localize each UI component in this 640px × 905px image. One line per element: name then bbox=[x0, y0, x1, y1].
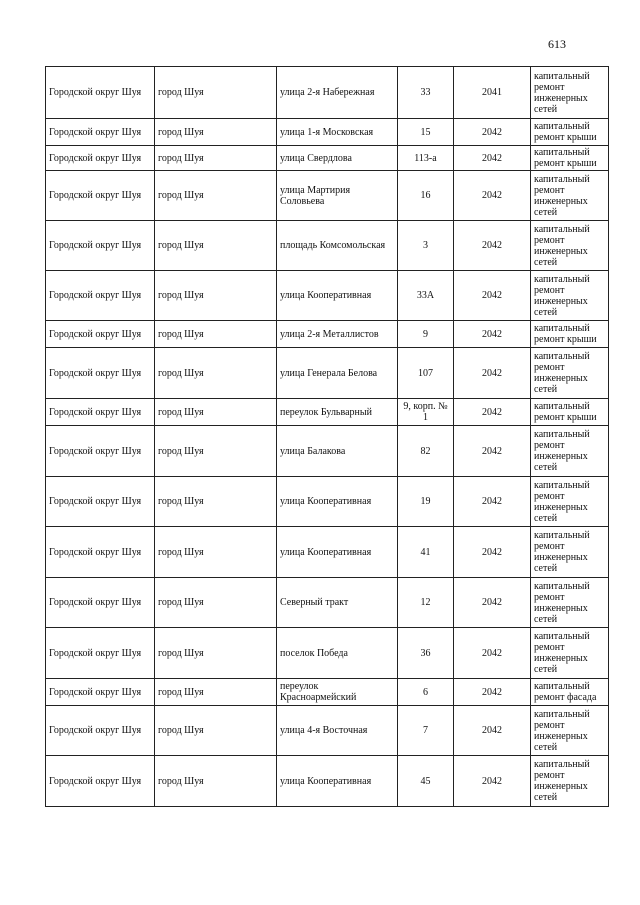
work-type-cell: капитальный ремонт инженерных сетей bbox=[531, 706, 609, 756]
year-cell: 2042 bbox=[454, 119, 531, 146]
year-cell: 2042 bbox=[454, 271, 531, 321]
year-cell: 2042 bbox=[454, 146, 531, 171]
table-row bbox=[46, 321, 609, 348]
municipality-cell: Городской округ Шуя bbox=[46, 119, 155, 146]
street-cell: улица Генерала Белова bbox=[277, 348, 398, 399]
street-cell: переулок Красноармейский bbox=[277, 679, 398, 706]
settlement-cell: город Шуя bbox=[155, 348, 277, 399]
work-type-cell: капитальный ремонт крыши bbox=[531, 146, 609, 171]
table-row bbox=[46, 477, 609, 527]
settlement-cell: город Шуя bbox=[155, 271, 277, 321]
house-number-cell: 36 bbox=[398, 628, 454, 679]
municipality-cell: Городской округ Шуя bbox=[46, 399, 155, 426]
work-type-cell: капитальный ремонт инженерных сетей bbox=[531, 271, 609, 321]
street-cell: улица Кооперативная bbox=[277, 756, 398, 807]
table-row bbox=[46, 756, 609, 807]
year-cell: 2042 bbox=[454, 756, 531, 807]
year-cell: 2041 bbox=[454, 67, 531, 119]
municipality-cell: Городской округ Шуя bbox=[46, 146, 155, 171]
table-row bbox=[46, 578, 609, 628]
table-row bbox=[46, 221, 609, 271]
street-cell: Северный тракт bbox=[277, 578, 398, 628]
work-type-cell: капитальный ремонт крыши bbox=[531, 119, 609, 146]
house-number-cell: 33 bbox=[398, 67, 454, 119]
house-number-cell: 15 bbox=[398, 119, 454, 146]
municipality-cell: Городской округ Шуя bbox=[46, 426, 155, 477]
settlement-cell: город Шуя bbox=[155, 67, 277, 119]
municipality-cell: Городской округ Шуя bbox=[46, 679, 155, 706]
municipality-cell: Городской округ Шуя bbox=[46, 477, 155, 527]
street-cell: улица 4-я Восточная bbox=[277, 706, 398, 756]
house-number-cell: 7 bbox=[398, 706, 454, 756]
municipality-cell: Городской округ Шуя bbox=[46, 628, 155, 679]
house-number-cell: 107 bbox=[398, 348, 454, 399]
municipality-cell: Городской округ Шуя bbox=[46, 321, 155, 348]
house-number-cell: 9, корп. № 1 bbox=[398, 399, 454, 426]
settlement-cell: город Шуя bbox=[155, 321, 277, 348]
year-cell: 2042 bbox=[454, 321, 531, 348]
settlement-cell: город Шуя bbox=[155, 399, 277, 426]
street-cell: улица Балакова bbox=[277, 426, 398, 477]
house-number-cell: 33А bbox=[398, 271, 454, 321]
table-row bbox=[46, 119, 609, 146]
table-row bbox=[46, 628, 609, 679]
street-cell: улица 2-я Набережная bbox=[277, 67, 398, 119]
table-row bbox=[46, 271, 609, 321]
settlement-cell: город Шуя bbox=[155, 119, 277, 146]
municipality-cell: Городской округ Шуя bbox=[46, 578, 155, 628]
table-row bbox=[46, 426, 609, 477]
house-number-cell: 45 bbox=[398, 756, 454, 807]
year-cell: 2042 bbox=[454, 706, 531, 756]
house-number-cell: 16 bbox=[398, 171, 454, 221]
street-cell: площадь Комсомольская bbox=[277, 221, 398, 271]
table-row bbox=[46, 348, 609, 399]
settlement-cell: город Шуя bbox=[155, 171, 277, 221]
work-type-cell: капитальный ремонт инженерных сетей bbox=[531, 171, 609, 221]
house-number-cell: 113-а bbox=[398, 146, 454, 171]
settlement-cell: город Шуя bbox=[155, 527, 277, 578]
table-row bbox=[46, 706, 609, 756]
year-cell: 2042 bbox=[454, 348, 531, 399]
work-type-cell: капитальный ремонт инженерных сетей bbox=[531, 628, 609, 679]
settlement-cell: город Шуя bbox=[155, 146, 277, 171]
municipality-cell: Городской округ Шуя bbox=[46, 171, 155, 221]
municipality-cell: Городской округ Шуя bbox=[46, 756, 155, 807]
municipality-cell: Городской округ Шуя bbox=[46, 221, 155, 271]
table-row bbox=[46, 67, 609, 119]
table-row bbox=[46, 171, 609, 221]
house-number-cell: 3 bbox=[398, 221, 454, 271]
year-cell: 2042 bbox=[454, 578, 531, 628]
house-number-cell: 9 bbox=[398, 321, 454, 348]
work-type-cell: капитальный ремонт инженерных сетей bbox=[531, 527, 609, 578]
settlement-cell: город Шуя bbox=[155, 679, 277, 706]
work-type-cell: капитальный ремонт инженерных сетей bbox=[531, 426, 609, 477]
work-type-cell: капитальный ремонт инженерных сетей bbox=[531, 67, 609, 119]
year-cell: 2042 bbox=[454, 399, 531, 426]
settlement-cell: город Шуя bbox=[155, 628, 277, 679]
street-cell: улица 1-я Московская bbox=[277, 119, 398, 146]
municipality-cell: Городской округ Шуя bbox=[46, 271, 155, 321]
page-number: 613 bbox=[548, 37, 566, 51]
house-number-cell: 19 bbox=[398, 477, 454, 527]
street-cell: улица Кооперативная bbox=[277, 527, 398, 578]
work-type-cell: капитальный ремонт крыши bbox=[531, 321, 609, 348]
year-cell: 2042 bbox=[454, 221, 531, 271]
street-cell: улица Кооперативная bbox=[277, 477, 398, 527]
settlement-cell: город Шуя bbox=[155, 221, 277, 271]
municipality-cell: Городской округ Шуя bbox=[46, 67, 155, 119]
work-type-cell: капитальный ремонт инженерных сетей bbox=[531, 756, 609, 807]
work-type-cell: капитальный ремонт инженерных сетей bbox=[531, 477, 609, 527]
house-number-cell: 82 bbox=[398, 426, 454, 477]
municipality-cell: Городской округ Шуя bbox=[46, 527, 155, 578]
street-cell: поселок Победа bbox=[277, 628, 398, 679]
year-cell: 2042 bbox=[454, 527, 531, 578]
work-type-cell: капитальный ремонт инженерных сетей bbox=[531, 578, 609, 628]
year-cell: 2042 bbox=[454, 426, 531, 477]
table-body bbox=[46, 67, 609, 807]
settlement-cell: город Шуя bbox=[155, 578, 277, 628]
settlement-cell: город Шуя bbox=[155, 706, 277, 756]
house-number-cell: 6 bbox=[398, 679, 454, 706]
year-cell: 2042 bbox=[454, 679, 531, 706]
house-number-cell: 41 bbox=[398, 527, 454, 578]
street-cell: улица 2-я Металлистов bbox=[277, 321, 398, 348]
street-cell: улица Мартирия Соловьева bbox=[277, 171, 398, 221]
work-type-cell: капитальный ремонт крыши bbox=[531, 399, 609, 426]
street-cell: улица Свердлова bbox=[277, 146, 398, 171]
year-cell: 2042 bbox=[454, 171, 531, 221]
settlement-cell: город Шуя bbox=[155, 477, 277, 527]
table-row bbox=[46, 146, 609, 171]
year-cell: 2042 bbox=[454, 628, 531, 679]
table-row bbox=[46, 527, 609, 578]
settlement-cell: город Шуя bbox=[155, 426, 277, 477]
municipality-cell: Городской округ Шуя bbox=[46, 348, 155, 399]
table-row bbox=[46, 399, 609, 426]
street-cell: переулок Бульварный bbox=[277, 399, 398, 426]
work-type-cell: капитальный ремонт инженерных сетей bbox=[531, 221, 609, 271]
work-type-cell: капитальный ремонт инженерных сетей bbox=[531, 348, 609, 399]
street-cell: улица Кооперативная bbox=[277, 271, 398, 321]
year-cell: 2042 bbox=[454, 477, 531, 527]
house-number-cell: 12 bbox=[398, 578, 454, 628]
work-type-cell: капитальный ремонт фасада bbox=[531, 679, 609, 706]
repair-schedule-table bbox=[45, 66, 609, 807]
municipality-cell: Городской округ Шуя bbox=[46, 706, 155, 756]
table-row bbox=[46, 679, 609, 706]
settlement-cell: город Шуя bbox=[155, 756, 277, 807]
